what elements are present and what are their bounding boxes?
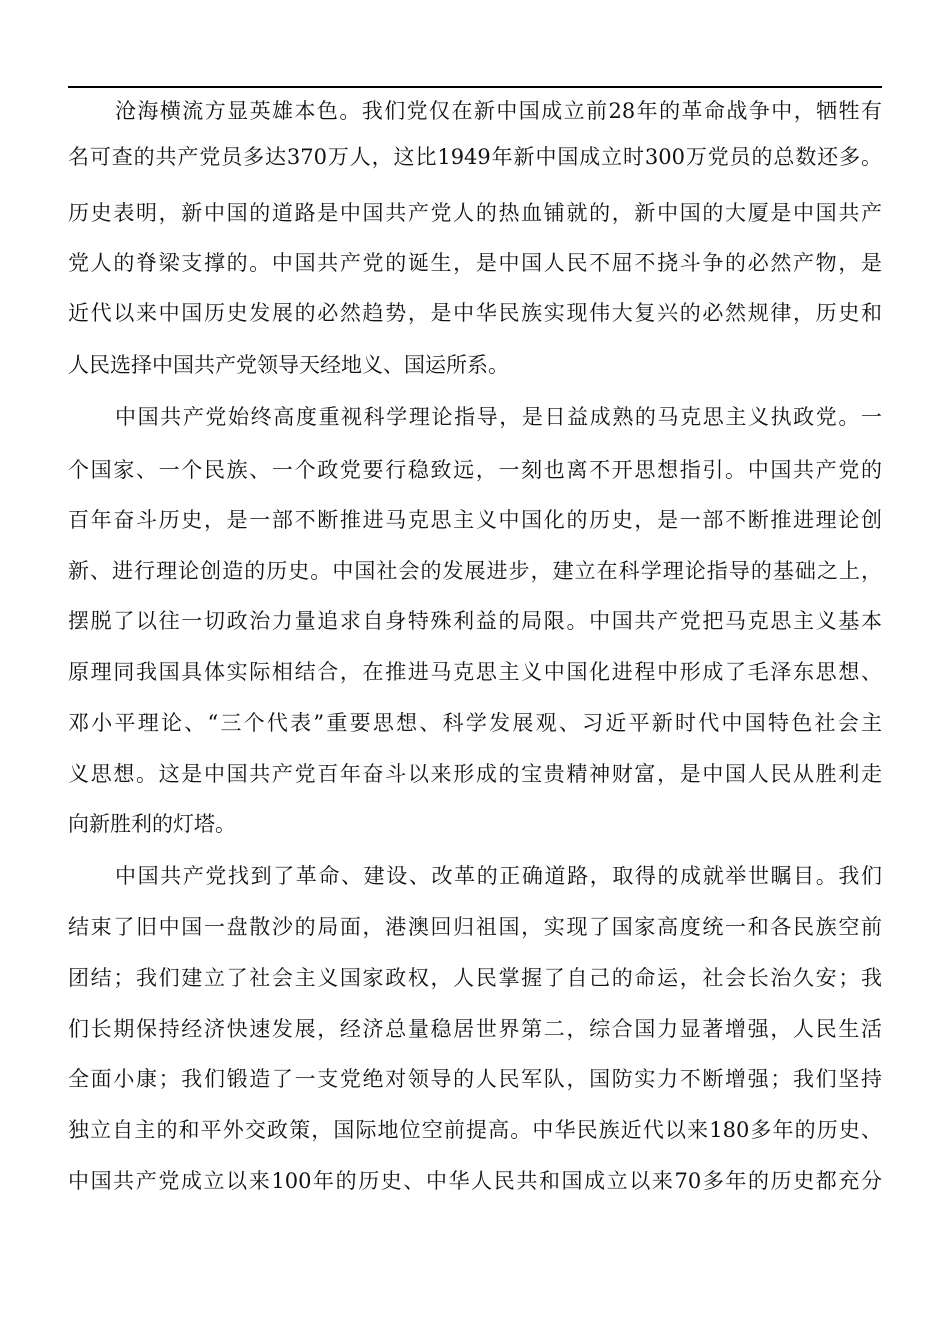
paragraph-2-line-1: 中国共产党始终高度重视科学理论指导，是日益成熟的马克思主义执政党。一 — [115, 405, 882, 429]
paragraph-2-line-3: 百年奋斗历史，是一部不断推进马克思主义中国化的历史，是一部不断推进理论创 — [68, 508, 882, 532]
paragraph-2-line-4: 新、进行理论创造的历史。中国社会的发展进步，建立在科学理论指导的基础之上， — [68, 559, 882, 583]
paragraph-2-line-5: 摆脱了以往一切政治力量追求自身特殊利益的局限。中国共产党把马克思主义基本 — [68, 609, 882, 633]
paragraph-1-line-2: 名可查的共产党员多达370万人，这比1949年新中国成立时300万党员的总数还多。 — [68, 145, 882, 169]
header-rule — [68, 86, 882, 88]
paragraph-2-line-9: 向新胜利的灯塔。 — [68, 812, 236, 836]
paragraph-3-line-1: 中国共产党找到了革命、建设、改革的正确道路，取得的成就举世瞩目。我们 — [115, 864, 882, 888]
paragraph-3-line-2: 结束了旧中国一盘散沙的局面，港澳回归祖国，实现了国家高度统一和各民族空前 — [68, 915, 882, 939]
paragraph-2-line-6: 原理同我国具体实际相结合，在推进马克思主义中国化进程中形成了毛泽东思想、 — [68, 660, 882, 684]
paragraph-1-line-1: 沧海横流方显英雄本色。我们党仅在新中国成立前28年的革命战争中，牺牲有 — [115, 99, 882, 123]
paragraph-3-line-5: 全面小康；我们锻造了一支党绝对领导的人民军队，国防实力不断增强；我们坚持 — [68, 1067, 882, 1091]
paragraph-1-line-4: 党人的脊梁支撑的。中国共产党的诞生，是中国人民不屈不挠斗争的必然产物，是 — [68, 251, 882, 275]
paragraph-2-line-7: 邓小平理论、“三个代表”重要思想、科学发展观、习近平新时代中国特色社会主 — [68, 711, 882, 735]
paragraph-3-line-7: 中国共产党成立以来100年的历史、中华人民共和国成立以来70多年的历史都充分 — [68, 1169, 882, 1193]
paragraph-2-line-8: 义思想。这是中国共产党百年奋斗以来形成的宝贵精神财富，是中国人民从胜利走 — [68, 762, 882, 786]
paragraph-1-line-5: 近代以来中国历史发展的必然趋势，是中华民族实现伟大复兴的必然规律，历史和 — [68, 301, 882, 325]
paragraph-3-line-3: 团结；我们建立了社会主义国家政权，人民掌握了自己的命运，社会长治久安；我 — [68, 966, 882, 990]
paragraph-3-line-4: 们长期保持经济快速发展，经济总量稳居世界第二，综合国力显著增强，人民生活 — [68, 1017, 882, 1041]
paragraph-1-line-6: 人民选择中国共产党领导天经地义、国运所系。 — [68, 353, 509, 377]
paragraph-1-line-3: 历史表明，新中国的道路是中国共产党人的热血铺就的，新中国的大厦是中国共产 — [68, 201, 882, 225]
paragraph-2-line-2: 个国家、一个民族、一个政党要行稳致远，一刻也离不开思想指引。中国共产党的 — [68, 458, 882, 482]
paragraph-3-line-6: 独立自主的和平外交政策，国际地位空前提高。中华民族近代以来180多年的历史、 — [68, 1118, 882, 1142]
